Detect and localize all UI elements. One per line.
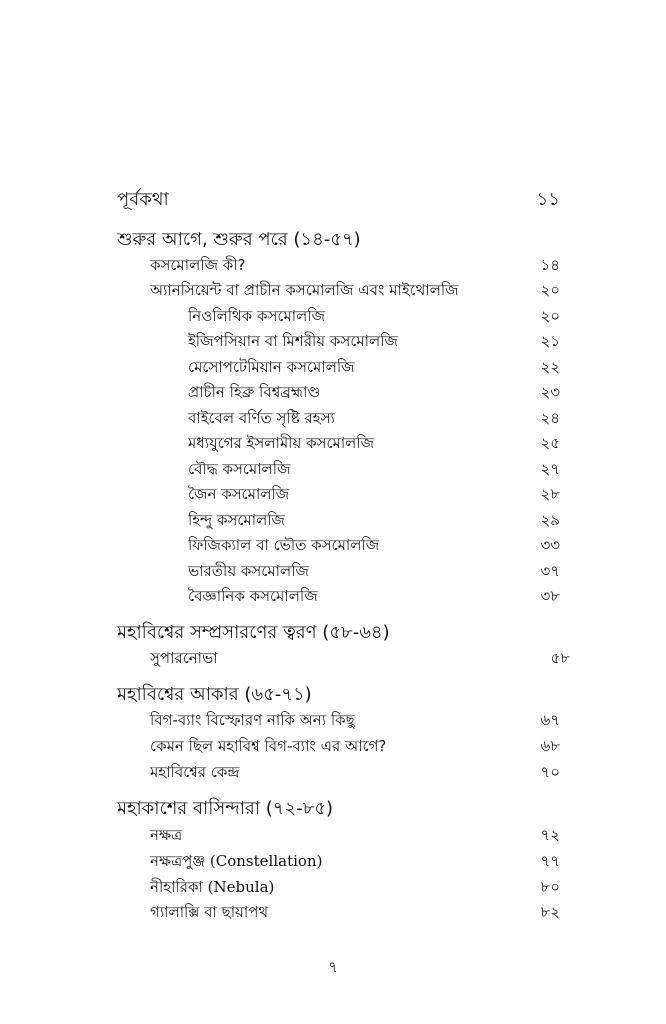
toc-entry — [0, 405, 666, 431]
toc-entry — [0, 379, 666, 405]
entry-title: নিওলিথিক কসমোলজি — [188, 307, 326, 325]
entry-title — [150, 822, 182, 848]
entry-title: সুপারনোভা — [150, 649, 218, 667]
entry-title: অ্যানসিয়েন্ট বা প্রাচীন কসমোলজি এবং মাইথোলজি — [150, 281, 459, 299]
section-title: শুরুর আগে, শুরুর পরে (১৪-৫৭) — [117, 229, 361, 250]
entry-title: পূর্বকথা — [117, 189, 169, 210]
entry-title: মেসোপটেমিয়ান কসমোলজি — [188, 358, 355, 376]
entry-page: ২৭ — [540, 460, 560, 478]
toc-entry — [0, 733, 666, 759]
entry-page: ৬৮ — [540, 737, 560, 755]
entry-page: ২৩ — [540, 383, 560, 401]
toc-entry — [0, 252, 666, 278]
toc-entry — [0, 822, 666, 848]
entry-title: বৌদ্ধ কসমোলজি — [188, 460, 291, 478]
toc-entry — [0, 645, 666, 671]
toc-entry — [0, 759, 666, 785]
section-heading-2 — [0, 620, 666, 646]
toc-entry — [0, 532, 666, 558]
entry-page: ১১ — [536, 189, 560, 210]
entry-page: ২৫ — [540, 434, 560, 452]
entry-title: ভারতীয় কসমোলজি — [188, 562, 309, 580]
toc-entry — [0, 456, 666, 482]
entry-page: ৩৮ — [540, 587, 560, 605]
entry-title: হিন্দু কসমোলজি — [188, 511, 285, 529]
entry-title: বাইবেল বর্ণিত সৃষ্টি রহস্য — [188, 409, 335, 427]
entry-title — [150, 874, 274, 900]
entry-title: প্রাচীন হিব্রু বিশ্বব্রহ্মাণ্ড — [188, 383, 321, 401]
entry-title: ইজিপসিয়ান বা মিশরীয় কসমোলজি — [188, 332, 398, 350]
entry-title: জৈন কসমোলজি — [188, 485, 290, 503]
section-title: মহাবিশ্বের আকার (৬৫-৭১) — [117, 684, 312, 705]
toc-entry — [0, 899, 666, 925]
entry-title: মহাবিশ্বের কেন্দ্র — [150, 763, 240, 781]
toc-entry — [0, 507, 666, 533]
entry-page: ১৪ — [540, 256, 560, 274]
entry-page: ২৪ — [540, 409, 560, 427]
toc-entry — [0, 583, 666, 609]
entry-page: ৭০ — [540, 763, 560, 781]
toc-entry — [0, 707, 666, 733]
toc-entry — [0, 874, 666, 900]
entry-title: মধ্যযুগের ইসলামীয় কসমোলজি — [188, 434, 375, 452]
toc-entry — [0, 277, 666, 303]
entry-page: ৬৭ — [540, 711, 560, 729]
entry-page: ৮২ — [540, 903, 560, 921]
entry-page: ২৯ — [540, 511, 560, 529]
section-title: মহাকাশের বাসিন্দারা (৭২-৮৫) — [117, 798, 334, 819]
entry-title — [150, 899, 268, 925]
entry-page: ২০ — [540, 307, 560, 325]
entry-page: ৮০ — [540, 878, 560, 896]
entry-title: ফিজিক্যাল বা ভৌত কসমোলজি — [188, 536, 380, 554]
toc-entry — [0, 558, 666, 584]
entry-page: ৫৮ — [550, 649, 570, 667]
entry-title: বৈজ্ঞানিক কসমোলজি — [188, 587, 318, 605]
entry-title — [150, 848, 322, 874]
toc-entry — [0, 303, 666, 329]
entry-page: ৩৩ — [540, 536, 560, 554]
entry-page: ২২ — [540, 358, 560, 376]
entry-page: ৩৭ — [540, 562, 560, 580]
entry-title-bn: নীহারিকা — [150, 878, 203, 896]
entry-title-bn: গ্যালাক্সি বা ছায়াপথ — [150, 903, 269, 921]
section-heading-4 — [0, 796, 666, 822]
entry-title-latin: (Nebula) — [207, 878, 275, 896]
toc-entry-intro — [0, 187, 666, 213]
entry-title-bn: নক্ষত্রপুঞ্জ — [150, 852, 206, 870]
toc-entry — [0, 328, 666, 354]
toc-entry — [0, 354, 666, 380]
entry-title-bn: নক্ষত্র — [150, 826, 183, 844]
entry-title: কেমন ছিল মহাবিশ্ব বিগ-ব্যাং এর আগে? — [150, 737, 387, 755]
entry-title: কসমোলজি কী? — [150, 256, 246, 274]
page-number: ৭ — [328, 958, 338, 976]
section-heading-1 — [0, 227, 666, 253]
toc-entry — [0, 848, 666, 874]
toc-entry — [0, 481, 666, 507]
entry-page: ৭৭ — [540, 852, 560, 870]
entry-title: বিগ-ব্যাং বিস্ফোরণ নাকি অন্য কিছু — [150, 711, 355, 729]
toc-entry — [0, 430, 666, 456]
entry-page: ২১ — [540, 332, 560, 350]
entry-page: ২৮ — [540, 485, 560, 503]
entry-page: ৭২ — [540, 826, 560, 844]
section-title: মহাবিশ্বের সম্প্রসারণের ত্বরণ (৫৮-৬৪) — [117, 622, 390, 643]
entry-title-latin: (Constellation) — [209, 852, 323, 870]
entry-page: ২০ — [540, 281, 560, 299]
section-heading-3 — [0, 682, 666, 708]
